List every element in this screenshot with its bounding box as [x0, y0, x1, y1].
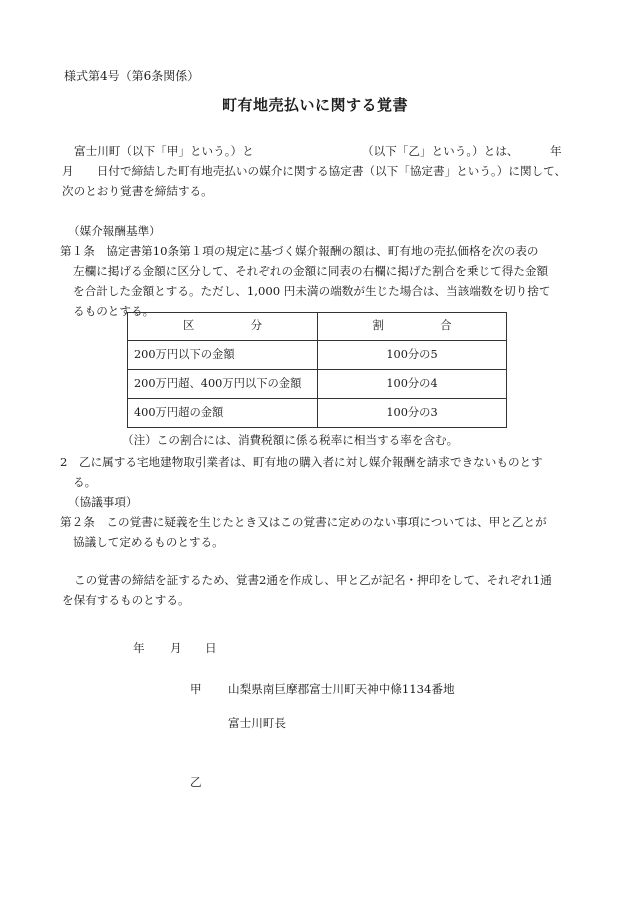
table-note: （注）この割合には、消費税額に係る税率に相当する率を含む。	[122, 433, 459, 447]
intro-line-2-text: 月 日付で締結した町有地売払いの媒介に関する協定書（以下「協定書」という。）に関して、	[62, 164, 567, 178]
article-2-caption-text: （協議事項）	[68, 495, 138, 509]
article-2-line	[62, 532, 567, 552]
article-1-line-text: を合計した金額とする。ただし、1,000 円未満の端数が生じた場合は、当該端数を切り捨て	[73, 284, 551, 298]
table-row	[128, 399, 507, 428]
date-year: 年	[133, 641, 145, 655]
article-1-line-text: るものとする。	[73, 304, 155, 318]
article-1-line	[62, 261, 567, 281]
closing-line-text: を保有するものとする。	[62, 593, 190, 607]
table-cell-rate: 100分の3	[318, 399, 507, 428]
closing-line	[62, 590, 567, 610]
article-1-line	[62, 241, 567, 261]
closing-line-text: この覚書の締結を証するため、覚書2通を作成し、甲と乙が記名・押印をして、それぞれ1通	[74, 573, 552, 587]
table-cell-range: 200万円超、400万円以下の金額	[128, 370, 318, 399]
paragraph-2-line	[62, 472, 567, 492]
table-cell-rate: 100分の4	[318, 370, 507, 399]
table-cell-range: 400万円超の金額	[128, 399, 318, 428]
intro-line-2	[62, 161, 567, 181]
table-header-row	[128, 313, 507, 341]
closing-paragraph	[62, 570, 567, 610]
fee-rate-table	[127, 312, 507, 428]
article-1-caption-text: （媒介報酬基準）	[68, 224, 161, 238]
intro-paragraph	[62, 141, 567, 201]
article-2-line-text: 協議して定めるものとする。	[73, 535, 224, 549]
document-title: 町有地売払いに関する覚書	[221, 96, 408, 114]
table-row	[128, 341, 507, 370]
intro-year: 年	[550, 144, 562, 158]
date-day: 日	[205, 641, 217, 655]
intro-line-3	[62, 181, 567, 201]
article-1-paragraph-2	[62, 452, 567, 552]
table-cell-range: 200万円以下の金額	[128, 341, 318, 370]
table-row	[128, 370, 507, 399]
paragraph-2-line-text: 2 乙に属する宅地建物取引業者は、町有地の購入者に対し媒介報酬を請求できないものとす	[60, 455, 543, 469]
intro-party-a: 富士川町（以下「甲」という。）と	[74, 144, 254, 158]
paragraph-2-line	[62, 452, 567, 472]
form-number: 様式第4号（第6条関係）	[64, 69, 200, 83]
table-cell-rate: 100分の5	[318, 341, 507, 370]
table-header-range: 区 分	[128, 313, 318, 341]
date-month: 月	[170, 641, 182, 655]
paragraph-2-line-text: る。	[73, 475, 97, 489]
intro-line-1	[62, 141, 567, 161]
table-header-rate: 割 合	[318, 313, 507, 341]
party-a-address: 山梨県南巨摩郡富士川町天神中條1134番地	[228, 682, 455, 696]
article-2-line-text: 第２条 この覚書に疑義を生じたとき又はこの覚書に定めのない事項については、甲と乙とが	[60, 515, 547, 529]
intro-party-b: （以下「乙」という。）とは、	[362, 144, 519, 158]
article-1-line-text: 左欄に掲げる金額に区分して、それぞれの金額に同表の右欄に掲げた割合を乗じて得た金額	[73, 264, 549, 278]
article-1-line	[62, 281, 567, 301]
party-a-label: 甲	[190, 682, 202, 696]
party-a-name: 富士川町長	[228, 716, 286, 730]
article-2-caption	[62, 492, 567, 512]
article-1	[62, 221, 567, 321]
article-1-line-text: 第１条 協定書第10条第１項の規定に基づく媒介報酬の額は、町有地の売払価格を次の表の	[60, 244, 539, 258]
closing-line	[62, 570, 567, 590]
party-b-label: 乙	[190, 775, 202, 789]
article-2-line	[62, 512, 567, 532]
article-1-caption	[62, 221, 567, 241]
intro-line-3-text: 次のとおり覚書を締結する。	[62, 184, 213, 198]
